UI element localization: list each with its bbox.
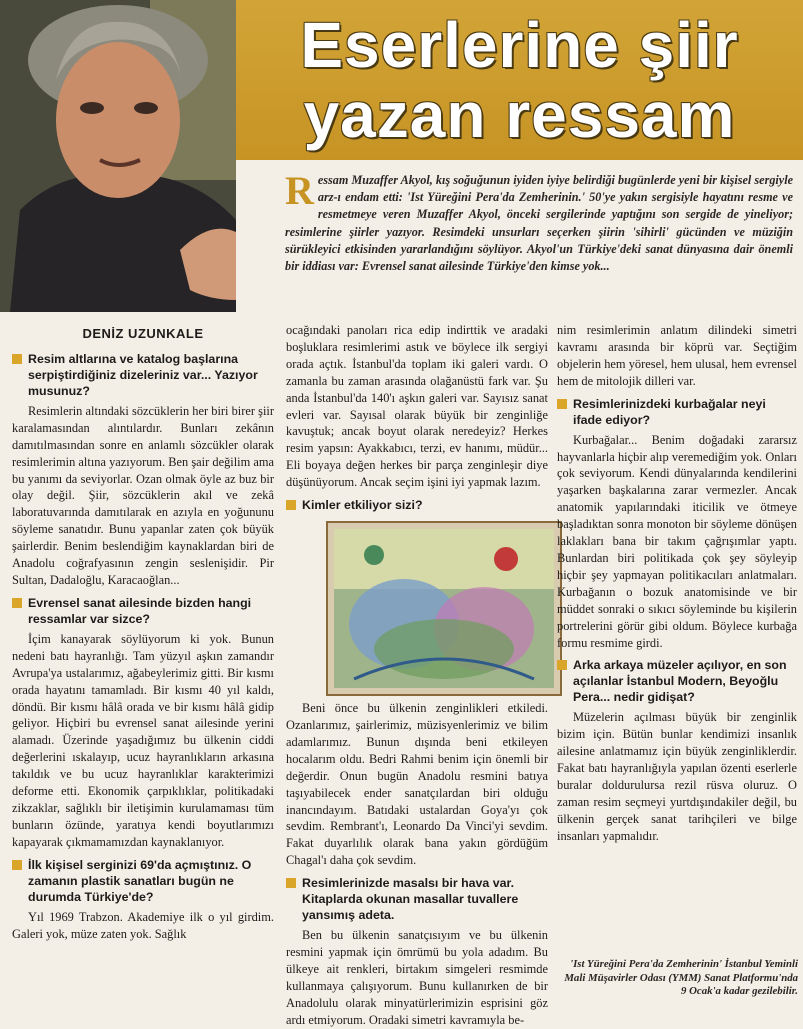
painting-image	[326, 521, 562, 696]
question-6: Resimlerinizdeki kurbağalar neyi ifade ediyor?	[557, 396, 797, 428]
exhibition-caption: 'Ist Yüreğini Pera'da Zemherinin' İstanbul Yeminli Mali Müşavirler Odası (YMM) Sanat Platformu'nda 9 Ocak'a kadar gezilebilir.	[564, 958, 798, 997]
column-3	[557, 322, 797, 845]
answer-4: Beni önce bu ülkenin zenginlikleri etkiledi. Ozanlarımız, şairlerimiz, müzisyenlerimiz ve bilim adamlarımız. Bunun dışında beni etkileyen hocalarım oldu. Bedri Rahmi benim için önemli bir değerdir. Onun bugün Anadolu resmini batıya taşıyabilecek ender sanatçılardan biri olduğu inancındayım. Batıdaki ustalardan Goya'yı çok sevdim. Rembrant'ı, Leonardo Da Vinci'yi sevdim. Fakat duyarlılık olarak bana yakın gördüğüm Chagal'ı daha çok sevdim.	[286, 701, 548, 868]
answer-6: Kurbağalar... Benim doğadaki zararsız hayvanlarla hiçbir alıp veremediğim yok. Onları çok seviyorum. Kendi dünyalarında kendilerini yaşarken başkalarına zarar vermezler. Ancak anatomik yapılarındaki iticilik ve ötmeye başladıktan sonra monoton bir söyleme dönüşen laklakları bana bir takım çağrışımlar yaptı. Bunlardan biri politikada çok şey söyleyip hiçbir şey yapmayan politikacıları anlatmaları. Kurbağanın o bozuk anatomisinde ve bir müddet sonraki o sıkıcı söyleminde bu kişilerin portrelerini görür gibi oldum. Böylece kurbağa formu resmime girdi.	[557, 432, 797, 650]
headline	[236, 10, 803, 150]
question-2: Evrensel sanat ailesinde bizden hangi ressamlar var sizce?	[12, 595, 274, 627]
question-3: İlk kişisel serginizi 69'da açmıştınız. O zamanın plastik sanatları bugün ne durumda Türkiye'de?	[12, 857, 274, 905]
column-2	[286, 322, 548, 1029]
headline-line-2: yazan ressam	[303, 79, 736, 151]
lead-text: essam Muzaffer Akyol, kış soğuğunun iyiden iyiye belirdiği bugünlerde yeni bir kişisel sergiyle arz-ı endam etti: 'Ist Yüreğini Pera'da Zemherinin.' 50'ye yakın sergisiyle hayatını resme ve resmetmeye veren Muzaffer Akyol, önceki sergilerinde yaptığını son sergide de yineliyor; resimlerine şiirler yazıyor. Resimdeki unsurları seçerken şiirin 'sihirli' gücünden ve müziğin sürükleyici etkisinden yararlandığını söylüyor. Akyol'un Türkiye'deki sanat dünyasına dair önemli bir iddiası var: Evrensel sanat ailesinde Türkiye'den kimse yok...	[285, 173, 793, 274]
lead-dropcap: R	[285, 168, 314, 213]
question-7: Arka arkaya müzeler açılıyor, en son açılanlar İstanbul Modern, Beyoğlu Pera... nedir gidişat?	[557, 657, 797, 705]
lead-paragraph	[285, 168, 793, 275]
answer-5-continued: nim resimlerimin anlatım dilindeki simetri kavramı arasında bir köprü var. Seçtiğim objelerin hem yöresel, hem ulusal, hem evrensel hem de mitolojik dilleri var.	[557, 323, 797, 388]
column-1	[12, 322, 274, 942]
byline: DENİZ UZUNKALE	[82, 326, 204, 341]
question-5: Resimlerinizde masalsı bir hava var. Kitaplarda okunan masallar tuvallere yansımış adeta.	[286, 875, 548, 923]
question-4: Kimler etkiliyor sizi?	[286, 497, 548, 513]
answer-7: Müzelerin açılması büyük bir zenginlik bizim için. Bütün bunlar kendimizi insanlık ailesine anlatmamız için büyük zenginliklerdir. Fakat batı hayranlığıyla yapılan özenti eserlerle buralar doldurulursa rezil rüsva oluruz. O zaman resim seçmeyi yurtdışındakiler değil, bu ülkenin gerçek sanat tarihçileri ve bilge insanları yapmalıdır.	[557, 710, 797, 843]
question-1: Resim altlarına ve katalog başlarına serpiştirdiğiniz dizeleriniz var... Yazıyor musunuz?	[12, 351, 274, 399]
answer-2: İçim kanayarak söylüyorum ki yok. Bunun nedeni batı hayranlığı. Tam yüzyıl aşkın zamandır Avrupa'ya ustalarımız, ağabeylerimiz gitti. Bir kısmı orada hayatını tamamladı. Bir kısmı 40 yıl kaldı, döndü. Bir kısmı hâlâ orada ve bir kısmı hâlâ gidip geliyor. Hiçbiri bu evrensel sanat ailesinde yerini alamadı. Üzerinde yaşadığımız bu ülkenin ciddi değerlerini ıskalayıp, ucuz hayranlıkların arkasına takıldık ve bu ucuz hayranlıklar karakterimizi deforme etti. Ekonomik çarpıklıklar, politikadaki zikzaklar, sağlıklı bir iletişimin kurulamaması tüm bunların özünde, yaratıya kendi boyutlarımızı kapayarak çıkmamamızdan kaynaklanıyor.	[12, 631, 274, 849]
answer-3: Yıl 1969 Trabzon. Akademiye ilk o yıl girdim. Galeri yok, müze zaten yok. Sağlık	[12, 909, 274, 941]
answer-5: Ben bu ülkenin sanatçısıyım ve bu ülkenin resmini yapmak için ömrümü bu yola adadım. Bu ülkeye ait renkleri, birtakım simgeleri resmimde kullanmaya çalışıyorum. Bunu kullanırken de bir Anadolulu olarak minyatürlerimizin esprisini göz ardı etmiyorum. Oradaki simetri kavramıyla be-	[286, 928, 548, 1027]
portrait-photo	[0, 0, 236, 312]
headline-line-1: Eserlerine şiir	[300, 9, 739, 81]
answer-1: Resimlerin altındaki sözcüklerin her biri birer şiir karalamasından alıntılardır. Bunları zekânın damıtılmasından sonre en anlamlı sözcükler olarak resimlerimin altına yazıyorum. Ben şair değilim ama bu yanımı da seviyorlar. Ozan olmak öyle az buz bir olay değil. Şiir, sözcüklerin akıl ve zekâ laboratuvarında damıtılarak en azıyla en yoğununu söyleme sanatıdır. Bunu yapanlar zaten çok büyük şairlerdir. Benim beslendiğim kaynaklardan biri de Anadolu coğrafyasının zengin seslenişidir. Pir Sultan, Dadaloğlu, Karacaoğlan...	[12, 403, 274, 587]
answer-3-continued: ocağındaki panoları rica edip indirttik ve aradaki boşluklara resimlerimi astık ve böylece ilk sergiyi orada açtık. İstanbul'da toplam iki galeri vardı. O zamanla bu zaman arasında olağanüstü fark var. Şu anda İstanbul'da 140'ı aşkın galeri var. Sayısız sanat evleri var. Sayısal olarak büyük bir zenginliğe kavuştuk; ancak boyut olarak neredeyiz? Herkes resim yapsın: Ayakkabıcı, terzi, ev hanımı, müdür... Eli boyaya değen herkes bir parça zenginleşir diye düşünüyorum. Ancak seçim işini iyi yapmak lazım.	[286, 323, 548, 490]
